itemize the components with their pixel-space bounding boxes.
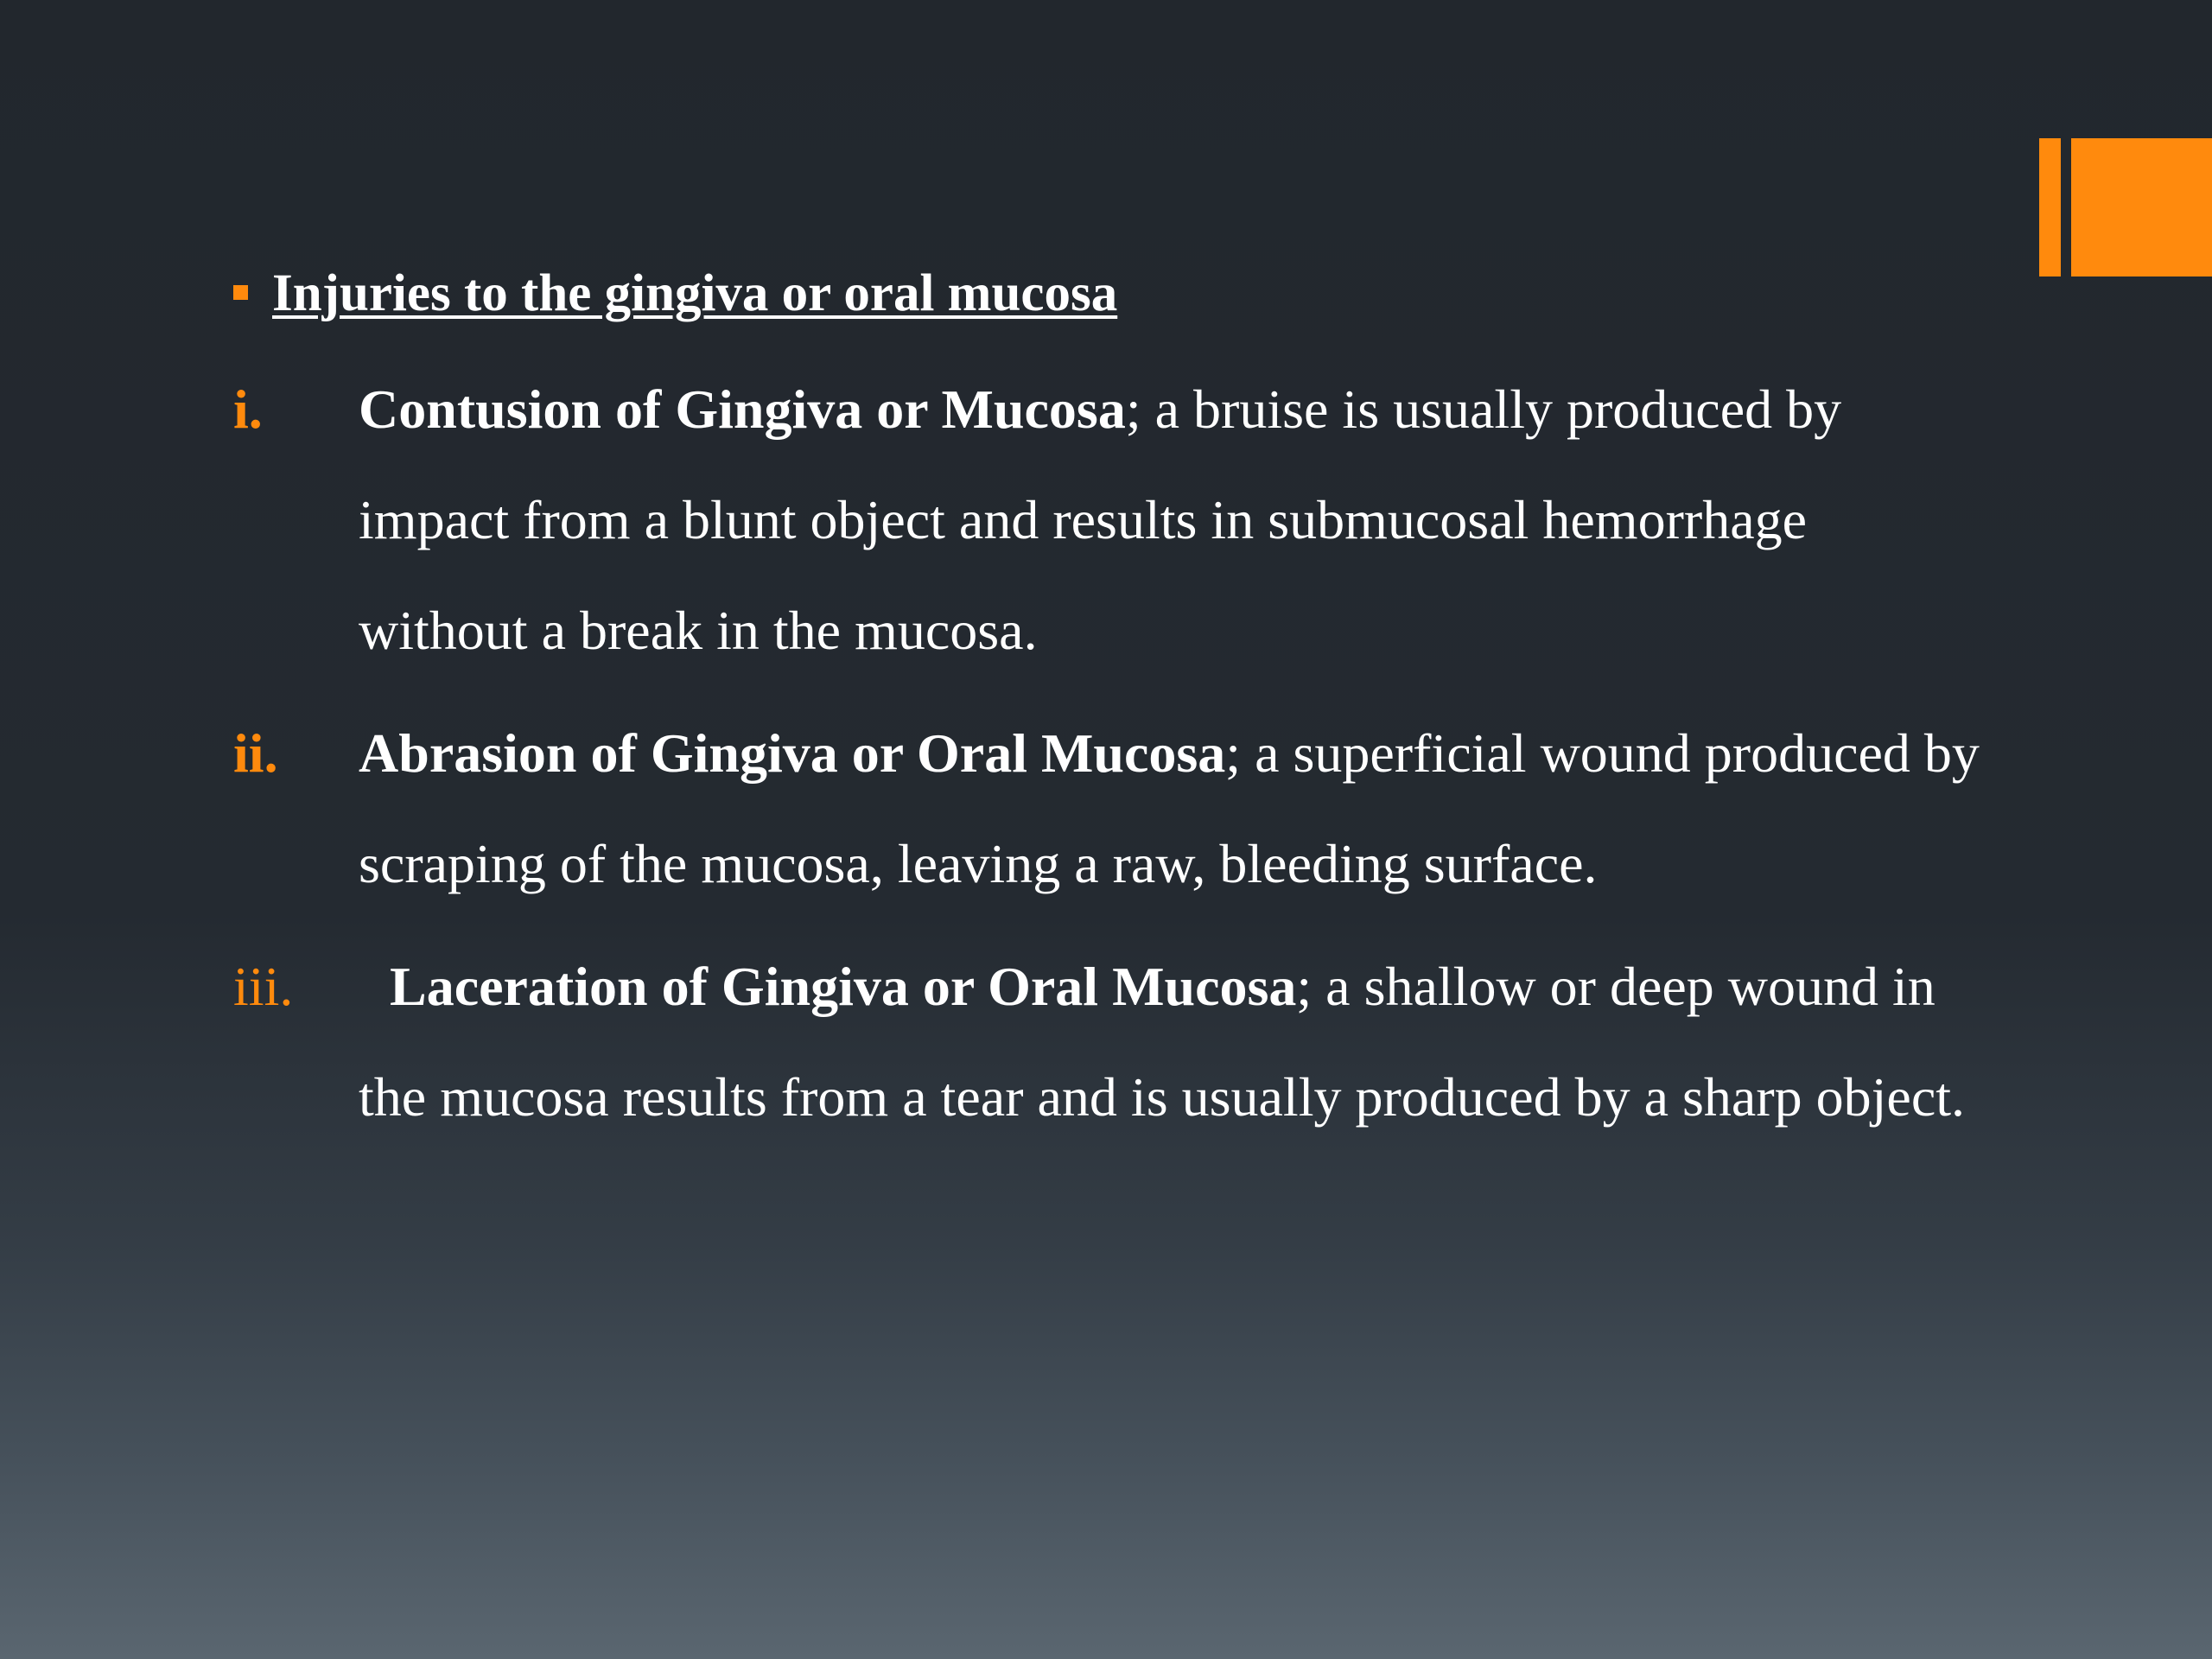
slide-content bbox=[233, 259, 1987, 1165]
heading-row bbox=[233, 259, 1987, 328]
item-term: Abrasion of Gingiva or Oral Mucosa bbox=[359, 722, 1226, 784]
item-number: ii. bbox=[233, 722, 278, 784]
list-item bbox=[233, 931, 1987, 1153]
list-item bbox=[233, 354, 1987, 686]
accent-decoration bbox=[2039, 138, 2212, 276]
item-description: ; a bruise is usually produced by impact from a blunt object and results in submucosal hemorrhage without a break in the mucosa. bbox=[359, 378, 1842, 661]
slide-heading: Injuries to the gingiva or oral mucosa bbox=[272, 264, 1118, 322]
accent-bar-thin bbox=[2039, 138, 2061, 276]
item-number: i. bbox=[233, 378, 263, 440]
square-bullet-icon bbox=[233, 285, 248, 300]
item-term: Laceration of Gingiva or Oral Mucosa bbox=[390, 956, 1297, 1017]
item-number: iii. bbox=[233, 956, 294, 1017]
item-description: ; a superficial wound produced by scraping of the mucosa, leaving a raw, bleeding surface. bbox=[359, 722, 1980, 894]
list-item bbox=[233, 698, 1987, 919]
item-text bbox=[359, 698, 1987, 919]
item-description: ; a shallow or deep wound in the mucosa results from a tear and is usually produced by a sharp object. bbox=[359, 956, 1965, 1128]
item-text bbox=[359, 931, 1987, 1153]
item-term: Contusion of Gingiva or Mucosa bbox=[359, 378, 1126, 440]
accent-bar-wide bbox=[2071, 138, 2212, 276]
item-text bbox=[359, 354, 1987, 686]
